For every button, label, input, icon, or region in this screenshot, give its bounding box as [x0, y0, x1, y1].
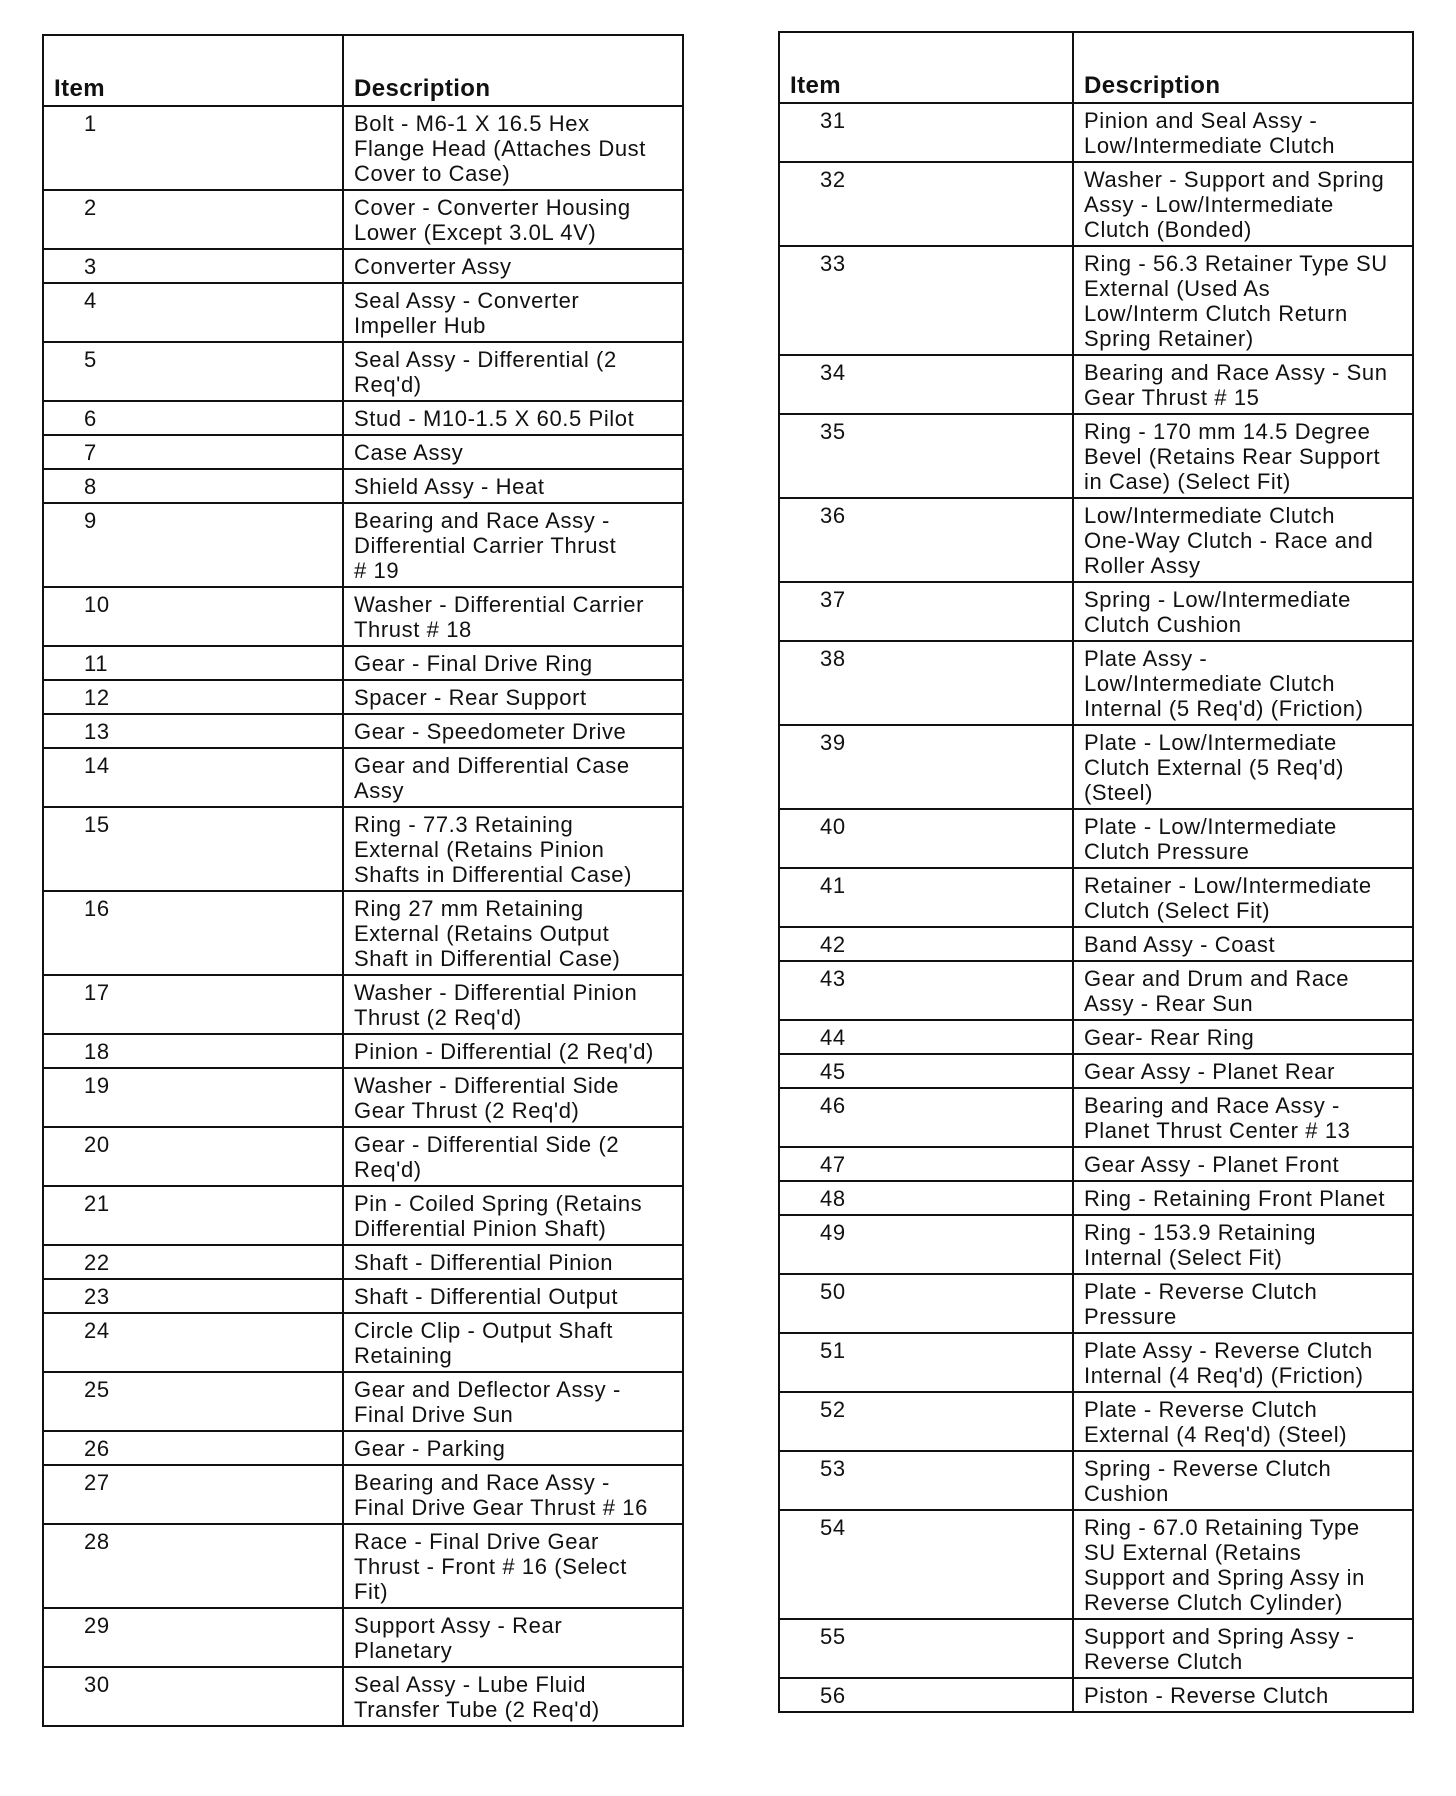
parts-table-right — [778, 31, 1414, 1713]
table-row — [43, 1524, 683, 1608]
item-number: 49 — [779, 1215, 1073, 1274]
table-header-row — [43, 35, 683, 106]
description-line: Assy - Rear Sun — [1084, 991, 1254, 1016]
description-line: Bearing and Race Assy - — [354, 508, 610, 533]
description-line: Washer - Differential Side — [354, 1073, 620, 1098]
item-number: 56 — [779, 1678, 1073, 1712]
description-line: External (Used As — [1084, 276, 1271, 301]
item-description — [1073, 162, 1413, 246]
table-row — [43, 1245, 683, 1279]
item-description — [343, 469, 683, 503]
description-line: Req'd) — [354, 372, 422, 397]
item-description — [343, 1667, 683, 1726]
table-row — [43, 714, 683, 748]
description-line: Washer - Differential Carrier — [354, 592, 645, 617]
table-row — [779, 1392, 1413, 1451]
table-row — [43, 1279, 683, 1313]
description-line: Ring 27 mm Retaining — [354, 896, 584, 921]
description-line: Shaft - Differential Pinion — [354, 1250, 614, 1275]
description-line: Clutch (Select Fit) — [1084, 898, 1271, 923]
description-line: Spring - Reverse Clutch — [1084, 1456, 1332, 1481]
table-row — [779, 1510, 1413, 1619]
table-row — [779, 725, 1413, 809]
description-line: Retaining — [354, 1343, 453, 1368]
item-description — [1073, 961, 1413, 1020]
item-description — [1073, 246, 1413, 355]
description-line: Gear Assy - Planet Front — [1084, 1152, 1340, 1177]
item-description — [1073, 1181, 1413, 1215]
item-description — [343, 1524, 683, 1608]
item-number: 18 — [43, 1034, 343, 1068]
item-number: 9 — [43, 503, 343, 587]
item-number: 27 — [43, 1465, 343, 1524]
item-description — [1073, 868, 1413, 927]
item-description — [343, 748, 683, 807]
item-description — [343, 1068, 683, 1127]
item-number: 19 — [43, 1068, 343, 1127]
description-line: One-Way Clutch - Race and — [1084, 528, 1374, 553]
description-line: Shaft in Differential Case) — [354, 946, 621, 971]
item-description — [1073, 1088, 1413, 1147]
table-row — [779, 103, 1413, 162]
item-number: 13 — [43, 714, 343, 748]
item-description — [1073, 414, 1413, 498]
table-row — [43, 283, 683, 342]
description-line: Pin - Coiled Spring (Retains — [354, 1191, 643, 1216]
description-line: Low/Intermediate Clutch — [1084, 133, 1336, 158]
table-row — [779, 927, 1413, 961]
description-line: Clutch (Bonded) — [1084, 217, 1252, 242]
item-number: 30 — [43, 1667, 343, 1726]
description-line: Low/Intermediate Clutch — [1084, 503, 1336, 528]
item-description — [343, 680, 683, 714]
table-row — [779, 809, 1413, 868]
item-number: 2 — [43, 190, 343, 249]
table-row — [779, 1054, 1413, 1088]
description-line: in Case) (Select Fit) — [1084, 469, 1291, 494]
description-line: Differential Pinion Shaft) — [354, 1216, 607, 1241]
description-line: Plate Assy - — [1084, 646, 1208, 671]
item-number: 17 — [43, 975, 343, 1034]
item-number: 54 — [779, 1510, 1073, 1619]
table-row — [779, 1451, 1413, 1510]
table-row — [43, 1034, 683, 1068]
description-line: Thrust - Front # 16 (Select — [354, 1554, 627, 1579]
item-number: 48 — [779, 1181, 1073, 1215]
item-number: 5 — [43, 342, 343, 401]
description-line: Internal (4 Req'd) (Friction) — [1084, 1363, 1364, 1388]
item-description — [343, 1372, 683, 1431]
item-number: 23 — [43, 1279, 343, 1313]
item-number: 1 — [43, 106, 343, 190]
description-line: Shafts in Differential Case) — [354, 862, 633, 887]
table-row — [43, 1372, 683, 1431]
description-line: (Steel) — [1084, 780, 1153, 805]
item-description — [1073, 1451, 1413, 1510]
item-number: 51 — [779, 1333, 1073, 1392]
table-row — [779, 1147, 1413, 1181]
description-line: Gear - Speedometer Drive — [354, 719, 627, 744]
description-line: Cushion — [1084, 1481, 1169, 1506]
description-line: Plate - Low/Intermediate — [1084, 730, 1337, 755]
description-line: Ring - Retaining Front Planet — [1084, 1186, 1386, 1211]
item-description — [343, 807, 683, 891]
table-row — [43, 401, 683, 435]
item-number: 25 — [43, 1372, 343, 1431]
table-row — [43, 748, 683, 807]
item-description — [343, 342, 683, 401]
description-line: Seal Assy - Differential (2 — [354, 347, 617, 372]
item-number: 42 — [779, 927, 1073, 961]
item-number: 36 — [779, 498, 1073, 582]
item-number: 21 — [43, 1186, 343, 1245]
description-line: Band Assy - Coast — [1084, 932, 1276, 957]
item-description — [343, 1186, 683, 1245]
table-row — [43, 680, 683, 714]
item-number: 55 — [779, 1619, 1073, 1678]
table-row — [779, 1678, 1413, 1712]
item-number: 33 — [779, 246, 1073, 355]
table-row — [43, 1068, 683, 1127]
description-line: Gear - Differential Side (2 — [354, 1132, 620, 1157]
description-line: Bearing and Race Assy - — [1084, 1093, 1340, 1118]
description-line: External (Retains Pinion — [354, 837, 605, 862]
item-number: 38 — [779, 641, 1073, 725]
table-row — [779, 641, 1413, 725]
table-row — [779, 1274, 1413, 1333]
description-line: Washer - Support and Spring — [1084, 167, 1385, 192]
item-number: 43 — [779, 961, 1073, 1020]
item-description — [1073, 809, 1413, 868]
item-description — [343, 503, 683, 587]
description-line: Clutch External (5 Req'd) — [1084, 755, 1345, 780]
item-column-header: Item — [779, 32, 1073, 103]
item-description — [1073, 103, 1413, 162]
table-row — [43, 1465, 683, 1524]
item-description — [1073, 355, 1413, 414]
item-number: 41 — [779, 868, 1073, 927]
table-row — [779, 1619, 1413, 1678]
table-row — [43, 342, 683, 401]
table-row — [43, 1431, 683, 1465]
item-description — [343, 1245, 683, 1279]
table-row — [779, 1181, 1413, 1215]
item-description — [343, 1313, 683, 1372]
description-line: Spring Retainer) — [1084, 326, 1254, 351]
table-row — [43, 1608, 683, 1667]
item-description — [343, 190, 683, 249]
table-row — [43, 503, 683, 587]
item-description — [1073, 1392, 1413, 1451]
item-description — [1073, 1333, 1413, 1392]
description-line: Bearing and Race Assy - Sun — [1084, 360, 1388, 385]
item-description — [1073, 1147, 1413, 1181]
description-line: Planetary — [354, 1638, 453, 1663]
item-number: 32 — [779, 162, 1073, 246]
table-header-row — [779, 32, 1413, 103]
table-row — [779, 582, 1413, 641]
description-line: Spring - Low/Intermediate — [1084, 587, 1351, 612]
item-description — [343, 646, 683, 680]
item-number: 8 — [43, 469, 343, 503]
table-row — [779, 162, 1413, 246]
item-description — [1073, 1054, 1413, 1088]
description-line: Ring - 67.0 Retaining Type — [1084, 1515, 1360, 1540]
description-line: External (Retains Output — [354, 921, 610, 946]
item-description — [343, 401, 683, 435]
table-row — [779, 868, 1413, 927]
item-description — [1073, 498, 1413, 582]
description-line: Differential Carrier Thrust — [354, 533, 617, 558]
description-line: Retainer - Low/Intermediate — [1084, 873, 1372, 898]
description-line: Seal Assy - Converter — [354, 288, 580, 313]
item-description — [343, 587, 683, 646]
description-line: Plate Assy - Reverse Clutch — [1084, 1338, 1373, 1363]
item-description — [1073, 927, 1413, 961]
item-number: 20 — [43, 1127, 343, 1186]
item-description — [343, 106, 683, 190]
item-description — [1073, 1678, 1413, 1712]
description-line: Pinion and Seal Assy - — [1084, 108, 1318, 133]
description-line: Low/Intermediate Clutch — [1084, 671, 1336, 696]
description-line: Support and Spring Assy - — [1084, 1624, 1355, 1649]
item-description — [343, 975, 683, 1034]
description-line: Gear Thrust # 15 — [1084, 385, 1260, 410]
item-description — [1073, 1274, 1413, 1333]
description-line: Reverse Clutch — [1084, 1649, 1243, 1674]
item-description — [343, 435, 683, 469]
table-row — [43, 1127, 683, 1186]
item-number: 12 — [43, 680, 343, 714]
description-line: Pinion - Differential (2 Req'd) — [354, 1039, 654, 1064]
description-line: Cover to Case) — [354, 161, 511, 186]
description-line: Gear Assy - Planet Rear — [1084, 1059, 1336, 1084]
item-description — [343, 1127, 683, 1186]
table-row — [43, 435, 683, 469]
description-line: Shaft - Differential Output — [354, 1284, 619, 1309]
description-line: Roller Assy — [1084, 553, 1201, 578]
description-line: Transfer Tube (2 Req'd) — [354, 1697, 600, 1722]
item-description — [343, 1279, 683, 1313]
description-line: Reverse Clutch Cylinder) — [1084, 1590, 1343, 1615]
item-description — [343, 249, 683, 283]
parts-table-left — [42, 34, 684, 1727]
description-line: Flange Head (Attaches Dust — [354, 136, 646, 161]
table-row — [43, 975, 683, 1034]
description-line: Fit) — [354, 1579, 389, 1604]
table-row — [779, 1020, 1413, 1054]
table-row — [43, 106, 683, 190]
parts-table-right-body — [779, 103, 1413, 1712]
table-row — [43, 587, 683, 646]
item-description — [343, 714, 683, 748]
table-row — [43, 1313, 683, 1372]
item-number: 47 — [779, 1147, 1073, 1181]
description-line: Bearing and Race Assy - — [354, 1470, 610, 1495]
description-column-header: Description — [1073, 32, 1413, 103]
description-line: Ring - 77.3 Retaining — [354, 812, 574, 837]
item-number: 40 — [779, 809, 1073, 868]
description-line: Shield Assy - Heat — [354, 474, 545, 499]
description-line: Gear Thrust (2 Req'd) — [354, 1098, 580, 1123]
item-description — [1073, 582, 1413, 641]
item-number: 34 — [779, 355, 1073, 414]
item-description — [1073, 725, 1413, 809]
table-row — [779, 1333, 1413, 1392]
description-line: Thrust # 18 — [354, 617, 472, 642]
description-line: Ring - 153.9 Retaining — [1084, 1220, 1317, 1245]
parts-table-left-body — [43, 106, 683, 1726]
description-line: Stud - M10-1.5 X 60.5 Pilot — [354, 406, 635, 431]
item-number: 28 — [43, 1524, 343, 1608]
table-row — [43, 1667, 683, 1726]
item-description — [1073, 1215, 1413, 1274]
item-number: 16 — [43, 891, 343, 975]
description-line: Ring - 56.3 Retainer Type SU — [1084, 251, 1388, 276]
item-column-header: Item — [43, 35, 343, 106]
description-line: Lower (Except 3.0L 4V) — [354, 220, 597, 245]
description-line: Converter Assy — [354, 254, 512, 279]
item-description — [1073, 1020, 1413, 1054]
description-line: Piston - Reverse Clutch — [1084, 1683, 1329, 1708]
description-line: Thrust (2 Req'd) — [354, 1005, 522, 1030]
item-number: 4 — [43, 283, 343, 342]
description-line: Spacer - Rear Support — [354, 685, 587, 710]
item-number: 37 — [779, 582, 1073, 641]
item-number: 44 — [779, 1020, 1073, 1054]
description-line: External (4 Req'd) (Steel) — [1084, 1422, 1348, 1447]
table-row — [43, 190, 683, 249]
description-line: Ring - 170 mm 14.5 Degree — [1084, 419, 1371, 444]
item-number: 35 — [779, 414, 1073, 498]
item-description — [1073, 641, 1413, 725]
description-line: Gear and Deflector Assy - — [354, 1377, 621, 1402]
description-line: Plate - Reverse Clutch — [1084, 1397, 1318, 1422]
description-line: Circle Clip - Output Shaft — [354, 1318, 613, 1343]
description-line: Race - Final Drive Gear — [354, 1529, 599, 1554]
table-row — [779, 246, 1413, 355]
item-number: 14 — [43, 748, 343, 807]
item-description — [1073, 1619, 1413, 1678]
description-line: Final Drive Gear Thrust # 16 — [354, 1495, 648, 1520]
item-description — [343, 1465, 683, 1524]
description-line: Support and Spring Assy in — [1084, 1565, 1365, 1590]
item-number: 6 — [43, 401, 343, 435]
description-line: # 19 — [354, 558, 400, 583]
description-line: Gear- Rear Ring — [1084, 1025, 1255, 1050]
description-line: Pressure — [1084, 1304, 1177, 1329]
item-number: 39 — [779, 725, 1073, 809]
description-line: Gear - Final Drive Ring — [354, 651, 593, 676]
table-row — [779, 1088, 1413, 1147]
item-number: 24 — [43, 1313, 343, 1372]
item-description — [343, 1608, 683, 1667]
description-line: Gear and Drum and Race — [1084, 966, 1350, 991]
table-row — [779, 498, 1413, 582]
description-line: Impeller Hub — [354, 313, 486, 338]
description-line: Clutch Pressure — [1084, 839, 1250, 864]
description-line: Seal Assy - Lube Fluid — [354, 1672, 587, 1697]
item-number: 7 — [43, 435, 343, 469]
description-line: Clutch Cushion — [1084, 612, 1242, 637]
table-row — [43, 249, 683, 283]
description-line: Assy — [354, 778, 405, 803]
item-number: 29 — [43, 1608, 343, 1667]
description-line: Internal (5 Req'd) (Friction) — [1084, 696, 1364, 721]
item-description — [343, 283, 683, 342]
description-line: Low/Interm Clutch Return — [1084, 301, 1348, 326]
item-number: 22 — [43, 1245, 343, 1279]
description-line: Cover - Converter Housing — [354, 195, 631, 220]
table-row — [43, 469, 683, 503]
description-line: Gear and Differential Case — [354, 753, 630, 778]
description-line: Plate - Reverse Clutch — [1084, 1279, 1318, 1304]
description-line: Bevel (Retains Rear Support — [1084, 444, 1381, 469]
item-description — [1073, 1510, 1413, 1619]
table-row — [779, 355, 1413, 414]
description-line: Washer - Differential Pinion — [354, 980, 638, 1005]
table-row — [43, 891, 683, 975]
description-line: Assy - Low/Intermediate — [1084, 192, 1334, 217]
item-number: 50 — [779, 1274, 1073, 1333]
item-number: 11 — [43, 646, 343, 680]
description-line: Final Drive Sun — [354, 1402, 514, 1427]
table-row — [43, 1186, 683, 1245]
description-line: Case Assy — [354, 440, 464, 465]
item-description — [343, 1431, 683, 1465]
item-number: 3 — [43, 249, 343, 283]
item-number: 53 — [779, 1451, 1073, 1510]
description-line: Support Assy - Rear — [354, 1613, 563, 1638]
item-number: 52 — [779, 1392, 1073, 1451]
item-description — [343, 1034, 683, 1068]
description-line: Planet Thrust Center # 13 — [1084, 1118, 1351, 1143]
item-number: 46 — [779, 1088, 1073, 1147]
table-row — [779, 1215, 1413, 1274]
description-line: Gear - Parking — [354, 1436, 506, 1461]
description-column-header: Description — [343, 35, 683, 106]
description-line: Internal (Select Fit) — [1084, 1245, 1283, 1270]
item-number: 45 — [779, 1054, 1073, 1088]
table-row — [779, 961, 1413, 1020]
table-row — [43, 807, 683, 891]
description-line: Bolt - M6-1 X 16.5 Hex — [354, 111, 590, 136]
item-number: 10 — [43, 587, 343, 646]
description-line: Req'd) — [354, 1157, 422, 1182]
item-number: 26 — [43, 1431, 343, 1465]
item-number: 31 — [779, 103, 1073, 162]
item-description — [343, 891, 683, 975]
table-row — [779, 414, 1413, 498]
description-line: Plate - Low/Intermediate — [1084, 814, 1337, 839]
description-line: SU External (Retains — [1084, 1540, 1302, 1565]
item-number: 15 — [43, 807, 343, 891]
table-row — [43, 646, 683, 680]
